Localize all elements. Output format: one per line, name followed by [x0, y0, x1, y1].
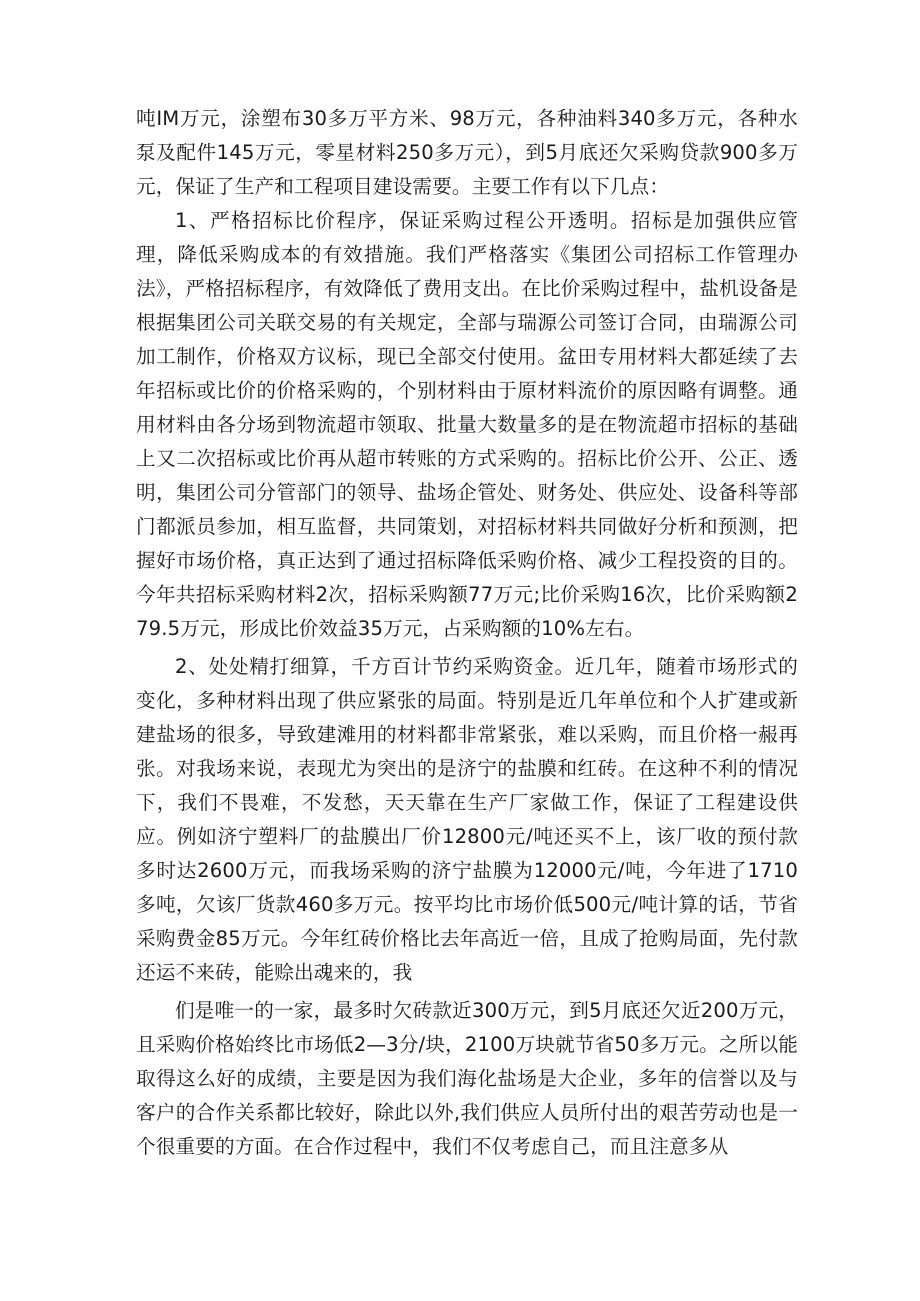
- paragraph-bidding-procedure: 1、严格招标比价程序，保证采购过程公开透明。招标是加强供应管理，降低采购成本的有效措施。我们严格落实《集团公司招标工作管理办法》，严格招标程序，有效降低了费用支出。在比价采购过程中，盐机设备是根据集团公司关联交易的有关规定，全部与瑞源公司签订合同，由瑞源公司加工制作，价格双方议标，现已全部交付使用。盆田专用材料大都延续了去年招标或比价的价格采购的，个别材料由于原材料流价的原因略有调整。通用材料由各分场到物流超市领取、批量大数量多的是在物流超市招标的基础上又二次招标或比价再从超市转账的方式采购的。招标比价公开、公正、透明，集团公司分管部门的领导、盐场企管处、财务处、供应处、设备科等部门都派员参加，相互监督，共同策划，对招标材料共同做好分析和预测，把握好市场价格，真正达到了通过招标降低采购价格、减少工程投资的目的。今年共招标采购材料2次，招标采购额77万元;比价采购16次，比价采购额279.5万元，形成比价效益35万元，占采购额的10%左右。: [136, 209, 798, 640]
- paragraph-continuation: 吨IM万元，涂塑布30多万平方米、98万元，各种油料340多万元，各种水泵及配件145万元，零星材料250多万元），到5月底还欠采购贷款900多万元，保证了生产和工程项目建设需要。主要工作有以下几点：: [136, 107, 798, 198]
- paragraph-cost-saving: 2、处处精打细算，千方百计节约采购资金。近几年，随着市场形式的变化，多种材料出现了供应紧张的局面。特别是近几年单位和个人扩建或新建盐场的很多，导致建滩用的材料都非常紧张，难以采购，而且价格一赧再张。对我场来说，表现尤为突出的是济宁的盐膜和红砖。在这种不利的情况下，我们不畏难，不发愁，天天靠在生产厂家做工作，保证了工程建设供应。例如济宁塑料厂的盐膜出厂价12800元/吨还买不上，该厂收的预付款多时达2600万元，而我场采购的济宁盐膜为12000元/吨，今年进了1710多吨，欠该厂货款460多万元。按平均比市场价低500元/吨计算的话，节省采购费金85万元。今年红砖价格比去年高近一倍，且成了抢购局面，先付款还运不来砖，能赊出魂来的，我: [136, 655, 798, 984]
- paragraph-brick-payment: 们是唯一的一家，最多时欠砖款近300万元，到5月底还欠近200万元，且采购价格始终比市场低2—3分/块，2100万块就节省50多万元。之所以能取得这么好的成绩，主要是因为我们海化盐场是大企业，多年的信誉以及与客户的合作关系都比较好，除此以外,我们供应人员所付出的艰苦劳动也是一个很重要的方面。在合作过程中，我们不仅考虑自己，而且注意多从: [136, 999, 798, 1158]
- document-body: [136, 102, 798, 1164]
